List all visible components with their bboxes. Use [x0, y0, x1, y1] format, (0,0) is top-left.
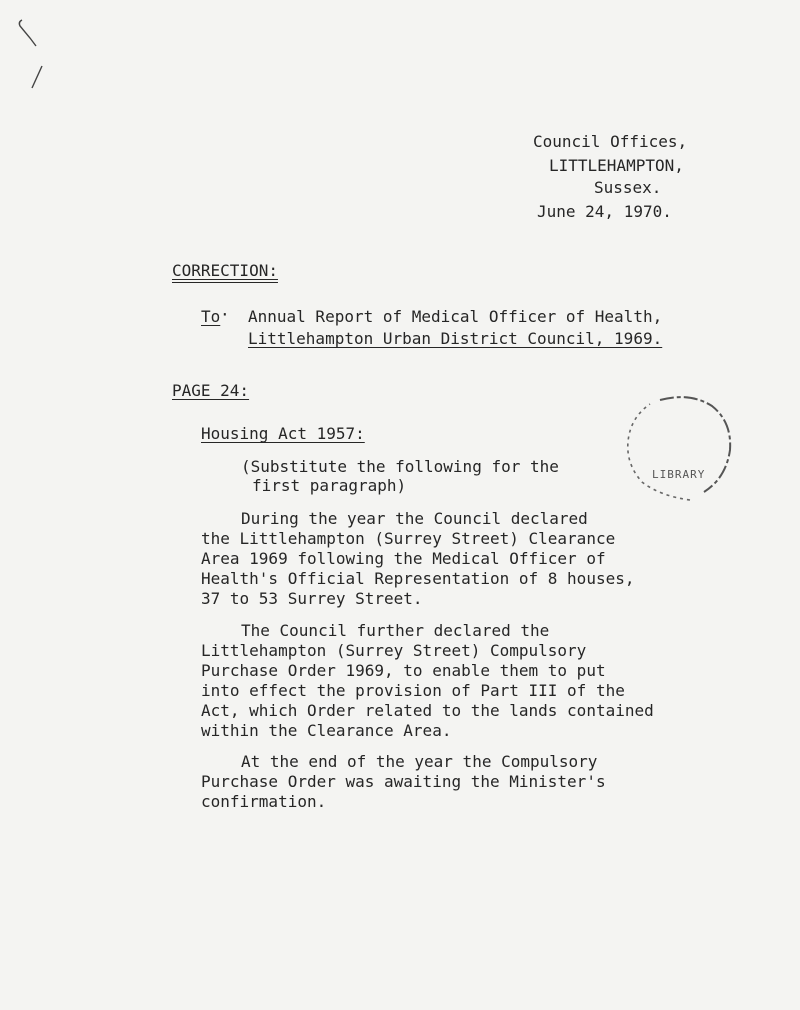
correction-heading: CORRECTION: — [172, 261, 278, 280]
paragraph-2-line-5: Act, which Order related to the lands contained — [201, 701, 654, 720]
paragraph-1-line-2: the Littlehampton (Surrey Street) Clearance — [201, 529, 616, 548]
paragraph-3-line-3: confirmation. — [201, 792, 327, 811]
report-title-line-2: Littlehampton Urban District Council, 1969. — [248, 329, 663, 348]
paragraph-2-line-2: Littlehampton (Surrey Street) Compulsory — [201, 641, 587, 660]
address-line-2: LITTLEHAMPTON, — [549, 156, 684, 175]
address-line-3: Sussex. — [594, 178, 662, 197]
paragraph-1-line-4: Health's Official Representation of 8 houses, — [201, 569, 635, 588]
stamp-text: LIBRARY — [652, 468, 706, 481]
corner-pen-mark — [8, 12, 48, 92]
paragraph-2-line-6: within the Clearance Area. — [201, 721, 452, 740]
paragraph-3-line-2: Purchase Order was awaiting the Minister's — [201, 772, 606, 791]
to-label: To — [201, 307, 221, 326]
page-reference: PAGE 24: — [172, 381, 250, 400]
paragraph-3-line-1: At the end of the year the Compulsory — [241, 752, 598, 771]
section-title: Housing Act 1957: — [201, 424, 365, 443]
paragraph-2-line-1: The Council further declared the — [241, 621, 550, 640]
address-line-1: Council Offices, — [533, 132, 688, 151]
instruction-line-2: first paragraph) — [252, 476, 407, 495]
date: June 24, 1970. — [537, 202, 672, 221]
library-stamp — [620, 392, 740, 502]
paragraph-2-line-3: Purchase Order 1969, to enable them to put — [201, 661, 606, 680]
report-title-line-1: Annual Report of Medical Officer of Health, — [248, 307, 663, 326]
instruction-line-1: (Substitute the following for the — [241, 457, 559, 476]
paragraph-1-line-5: 37 to 53 Surrey Street. — [201, 589, 423, 608]
paragraph-2-line-4: into effect the provision of Part III of the — [201, 681, 625, 700]
to-mark: · — [220, 305, 230, 324]
paragraph-1-line-3: Area 1969 following the Medical Officer of — [201, 549, 606, 568]
paragraph-1-line-1: During the year the Council declared — [241, 509, 588, 528]
